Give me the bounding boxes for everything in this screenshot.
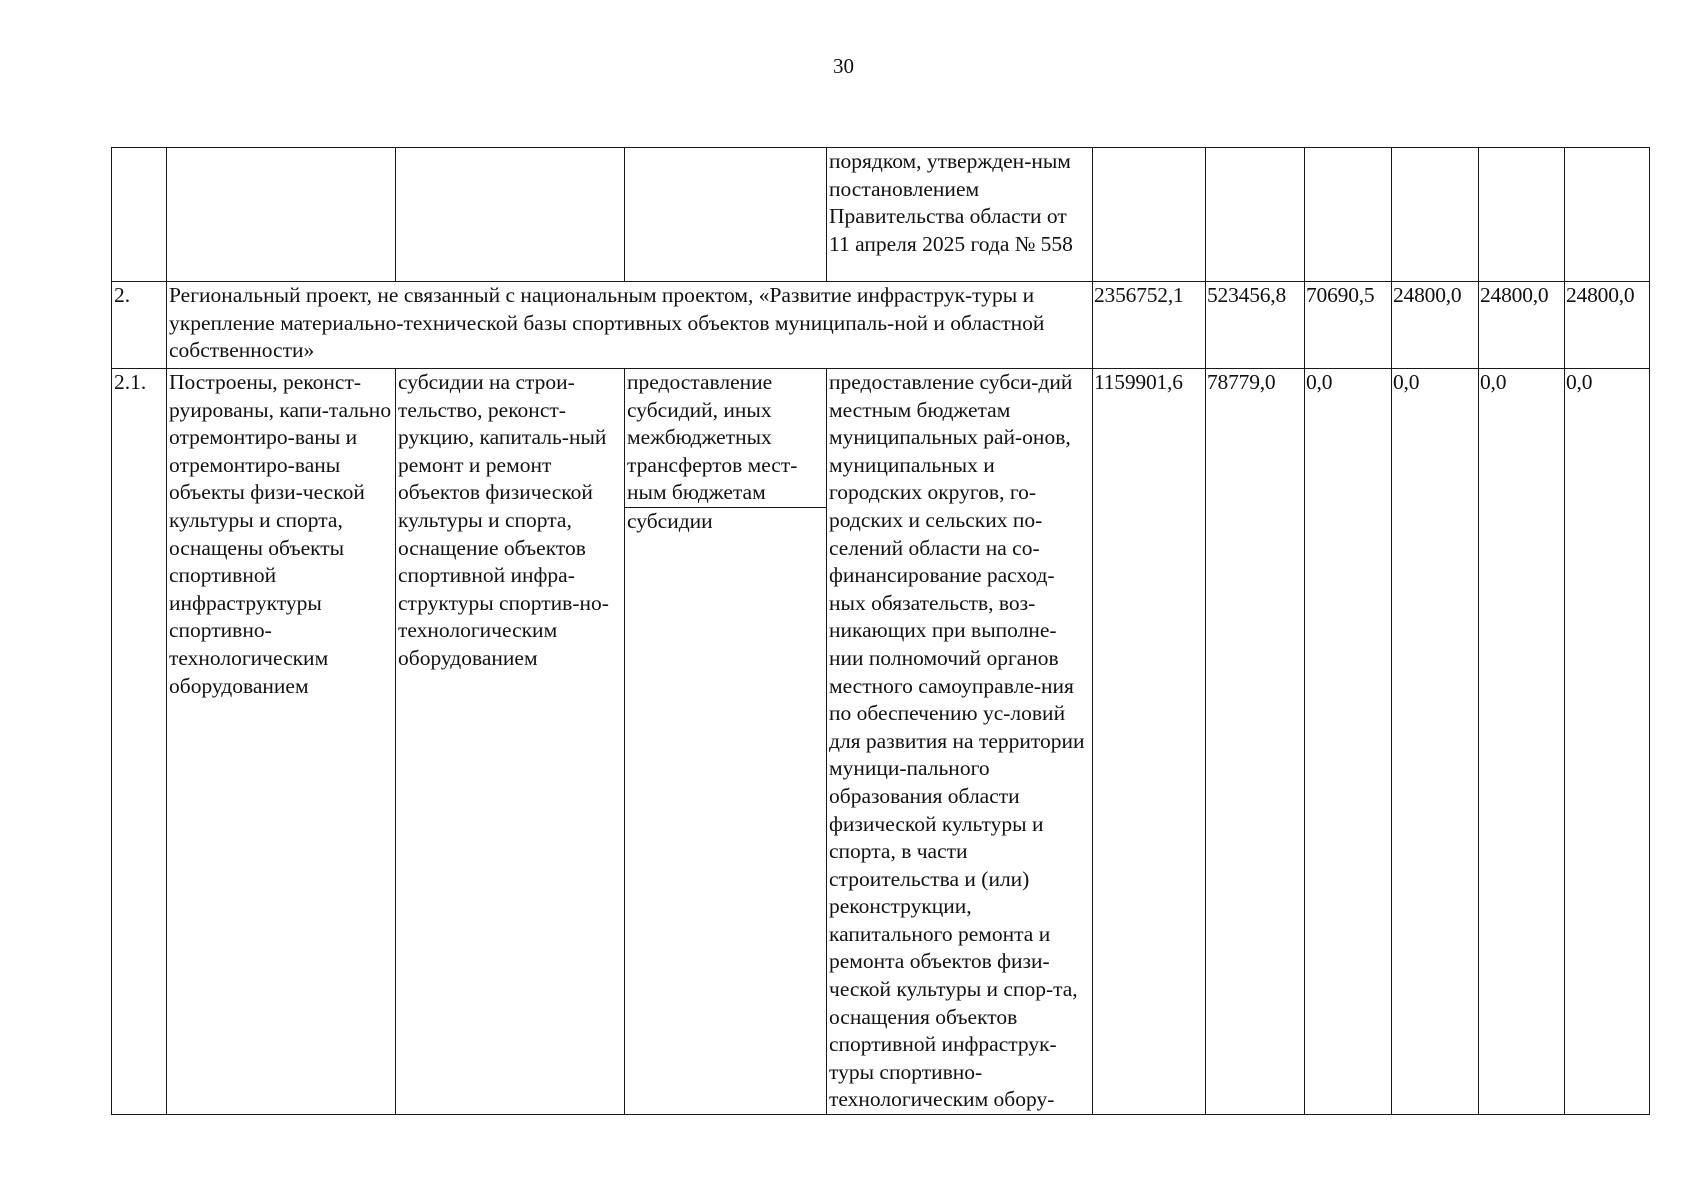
- cell-value-empty: [1305, 148, 1392, 282]
- item-legal-basis-text: предоставление субси-дий местным бюджетам муниципальных рай-онов, муниципальных и городских округов, го-родских и сельских по-селений области на со-финансирование расход-ных обязательств, воз-никающих при выполне-нии полномочий органов местного самоуправле-ния по обеспечению ус-ловий для развития на территории муници-пального образования области физической культуры и спорта, в части строительства и (или) реконструкции, капитального ремонта и ремонта объектов физи-ческой культуры и спор-та, оснащения объектов спортивной инфраструк-туры спортивно-технологическим обору-: [829, 370, 1085, 1112]
- item-result-text: Построены, реконст-руированы, капи-тально отремонтиро-ваны и отремонтиро-ваны объекты физи-ческой культуры и спорта, оснащены объекты спортивной инфраструктуры спортивно-технологическим оборудованием: [169, 370, 392, 698]
- table-row-project: [112, 282, 1650, 369]
- cell-project-title: Региональный проект, не связанный с национальным проектом, «Развитие инфраструк-туры и укрепление материально-технической базы спортивных объектов муниципаль-ной и областной собственности»: [167, 282, 1093, 369]
- cell-project-value: 523456,8: [1206, 282, 1305, 369]
- cell-value-empty: [1206, 148, 1305, 282]
- cell-value-empty: [1565, 148, 1650, 282]
- cell-result-empty: [167, 148, 396, 282]
- cell-item-value: 1159901,6: [1093, 369, 1206, 1115]
- budget-table: [111, 147, 1650, 1115]
- item-purpose-text: субсидии на строи-тельство, реконст-рукцию, капиталь-ный ремонт и ремонт объектов физической культуры и спорта, оснащение объектов спортивной инфра-структуры спортив-но-технологическим оборудованием: [398, 370, 609, 670]
- cell-project-number: 2.: [112, 282, 167, 369]
- cell-number-empty: [112, 148, 167, 282]
- cell-item-mechanism: [625, 369, 827, 1115]
- cell-value-empty: [1093, 148, 1206, 282]
- cell-item-value: 0,0: [1565, 369, 1650, 1115]
- cell-item-value: 78779,0: [1206, 369, 1305, 1115]
- cell-project-value: 70690,5: [1305, 282, 1392, 369]
- cell-purpose-empty: [396, 148, 625, 282]
- legal-basis-text: порядком, утвержден-ным постановлением Правительства области от 11 апреля 2025 года № 558: [829, 149, 1073, 256]
- cell-item-purpose: [396, 369, 625, 1115]
- cell-project-value: 24800,0: [1392, 282, 1479, 369]
- item-mechanism-bottom: субсидии: [627, 508, 713, 533]
- cell-item-value: 0,0: [1479, 369, 1565, 1115]
- item-mechanism-top: предоставление субсидий, иных межбюджетных трансфертов мест-ным бюджетам: [625, 369, 826, 508]
- cell-value-empty: [1392, 148, 1479, 282]
- cell-item-number: 2.1.: [112, 369, 167, 1115]
- cell-legal-basis: [827, 148, 1093, 282]
- cell-project-value: 24800,0: [1565, 282, 1650, 369]
- table-row-item: [112, 369, 1650, 1115]
- cell-value-empty: [1479, 148, 1565, 282]
- page-number: 30: [833, 54, 854, 78]
- cell-item-value: 0,0: [1305, 369, 1392, 1115]
- cell-project-value: 24800,0: [1479, 282, 1565, 369]
- cell-project-value: 2356752,1: [1093, 282, 1206, 369]
- cell-item-result: [167, 369, 396, 1115]
- table-row-continued: [112, 148, 1650, 282]
- cell-item-legal-basis: [827, 369, 1093, 1115]
- cell-item-value: 0,0: [1392, 369, 1479, 1115]
- cell-mechanism-empty: [625, 148, 827, 282]
